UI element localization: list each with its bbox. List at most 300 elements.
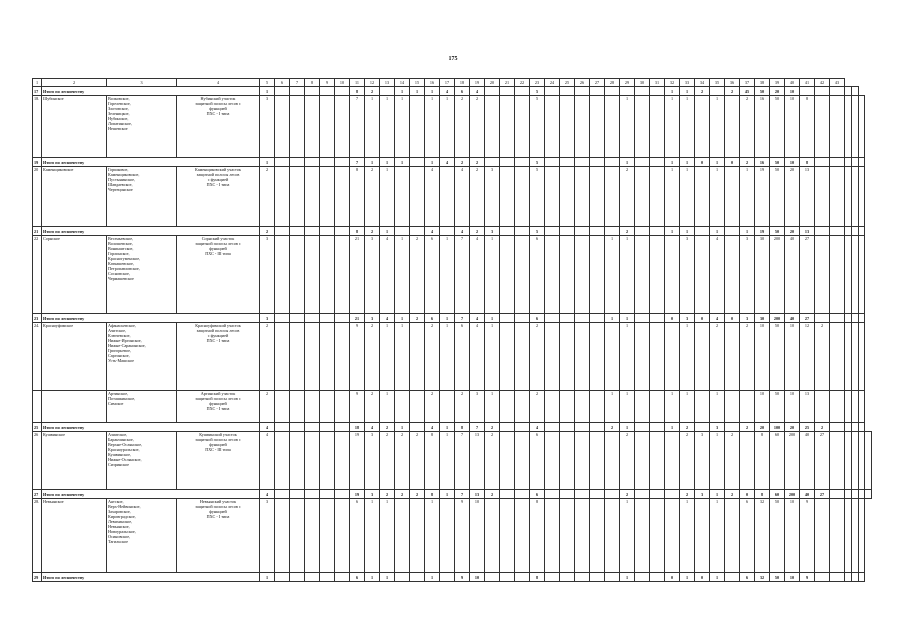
- value-cell: 3: [260, 314, 275, 323]
- value-cell: [560, 323, 575, 391]
- value-cell: [560, 87, 575, 96]
- column-number: 23: [530, 79, 545, 87]
- value-cell: 6: [350, 573, 365, 582]
- value-cell: [858, 490, 865, 499]
- value-cell: 50: [770, 158, 785, 167]
- value-cell: 2: [485, 432, 500, 490]
- forestry-row: [33, 96, 872, 158]
- value-cell: 6: [455, 87, 470, 96]
- value-cell: 40: [800, 490, 815, 499]
- value-cell: 1: [395, 423, 410, 432]
- value-cell: 1: [365, 573, 380, 582]
- row-number: 22: [33, 236, 42, 314]
- total-row: [33, 314, 872, 323]
- district-forestries-line: Вонинштское,: [108, 246, 134, 251]
- value-cell: 1: [485, 391, 500, 423]
- value-cell: 32: [755, 573, 770, 582]
- value-cell: [545, 490, 560, 499]
- value-cell: [695, 499, 710, 573]
- column-number: 2: [42, 79, 107, 87]
- value-cell: [858, 391, 865, 423]
- zone-description-line: Невьянский участок: [199, 499, 237, 504]
- value-cell: [590, 158, 605, 167]
- value-cell: [275, 236, 290, 314]
- value-cell: 1: [440, 490, 455, 499]
- column-number: 17: [440, 79, 455, 87]
- value-cell: 8: [530, 499, 545, 573]
- value-cell: [305, 432, 320, 490]
- column-number: 18: [455, 79, 470, 87]
- value-cell: [410, 391, 425, 423]
- value-cell: 4: [470, 87, 485, 96]
- value-cell: 1: [710, 490, 725, 499]
- value-cell: 20: [785, 227, 800, 236]
- value-cell: 3: [365, 236, 380, 314]
- district-forestries-line: Невьянское,: [108, 524, 130, 529]
- value-cell: [545, 158, 560, 167]
- value-cell: [830, 391, 845, 423]
- value-cell: [845, 490, 852, 499]
- value-cell: 9: [800, 499, 815, 573]
- value-cell: [560, 96, 575, 158]
- value-cell: 1: [395, 158, 410, 167]
- value-cell: [515, 573, 530, 582]
- value-cell: 0: [695, 314, 710, 323]
- value-cell: 1: [680, 167, 695, 227]
- value-cell: [830, 96, 845, 158]
- value-cell: 1: [710, 573, 725, 582]
- value-cell: [725, 323, 740, 391]
- value-cell: [851, 423, 858, 432]
- value-cell: [635, 423, 650, 432]
- column-number: 40: [785, 79, 800, 87]
- value-cell: [515, 323, 530, 391]
- value-cell: [395, 573, 410, 582]
- column-number: 10: [335, 79, 350, 87]
- value-cell: 0: [725, 314, 740, 323]
- district-forestries-line: Тагильское: [108, 539, 128, 544]
- value-cell: [320, 432, 335, 490]
- value-cell: 2: [620, 167, 635, 227]
- value-cell: [275, 432, 290, 490]
- value-cell: 2: [365, 227, 380, 236]
- value-cell: [440, 573, 455, 582]
- district-forestries: [107, 391, 177, 423]
- value-cell: [275, 573, 290, 582]
- value-cell: [335, 167, 350, 227]
- value-cell: [560, 499, 575, 573]
- value-cell: [275, 499, 290, 573]
- value-cell: [635, 158, 650, 167]
- value-cell: 50: [770, 323, 785, 391]
- value-cell: [635, 236, 650, 314]
- zone-description: [177, 167, 260, 227]
- value-cell: 1: [380, 499, 395, 573]
- value-cell: [851, 323, 858, 391]
- value-cell: 1: [620, 573, 635, 582]
- district-forestries: [107, 499, 177, 573]
- value-cell: [335, 391, 350, 423]
- row-number: 25: [33, 423, 42, 432]
- value-cell: [858, 158, 865, 167]
- value-cell: [865, 490, 872, 499]
- value-cell: 1: [365, 158, 380, 167]
- value-cell: [275, 323, 290, 391]
- value-cell: 1: [665, 87, 680, 96]
- value-cell: [290, 573, 305, 582]
- value-cell: [485, 499, 500, 573]
- value-cell: 1: [380, 96, 395, 158]
- value-cell: 7: [455, 432, 470, 490]
- value-cell: [290, 499, 305, 573]
- zone-description-line: защитной полосы лесов с: [195, 504, 241, 509]
- value-cell: 3: [485, 227, 500, 236]
- value-cell: [830, 158, 845, 167]
- value-cell: 2: [485, 423, 500, 432]
- value-cell: [320, 490, 335, 499]
- column-number: 24: [545, 79, 560, 87]
- total-label: Итого по лесничеству: [42, 490, 260, 499]
- district-forestries-line: Саргинское,: [108, 353, 130, 358]
- district-forestries: [107, 96, 177, 158]
- value-cell: [815, 499, 830, 573]
- value-cell: 1: [425, 499, 440, 573]
- district-forestries: [107, 432, 177, 490]
- value-cell: 10: [785, 87, 800, 96]
- district-forestries-line: Зеленицкое,: [108, 111, 130, 116]
- value-cell: 2: [455, 391, 470, 423]
- column-number: 26: [575, 79, 590, 87]
- value-cell: 10: [785, 96, 800, 158]
- district-forestries-line: Азиатское,: [108, 432, 128, 437]
- value-cell: [335, 158, 350, 167]
- value-cell: 18: [350, 423, 365, 432]
- value-cell: [590, 236, 605, 314]
- value-cell: 3: [740, 314, 755, 323]
- value-cell: 9: [800, 573, 815, 582]
- district-forestries-line: Нижне-Иргинское,: [108, 338, 142, 343]
- value-cell: 2: [740, 96, 755, 158]
- value-cell: 1: [260, 87, 275, 96]
- zone-description-line: защитной полосы лесов с: [195, 396, 241, 401]
- value-cell: [851, 499, 858, 573]
- value-cell: 6: [530, 236, 545, 314]
- total-row: [33, 158, 872, 167]
- value-cell: [635, 167, 650, 227]
- value-cell: 45: [740, 87, 755, 96]
- district-forestries-line: Весеньевское,: [108, 236, 134, 241]
- value-cell: [575, 391, 590, 423]
- district-forestries-line: Захаровское,: [108, 509, 131, 514]
- zone-description: [177, 391, 260, 423]
- value-cell: [440, 227, 455, 236]
- value-cell: [290, 323, 305, 391]
- value-cell: [440, 499, 455, 573]
- forestry-name: [42, 391, 107, 423]
- value-cell: [410, 167, 425, 227]
- value-cell: 2: [485, 490, 500, 499]
- value-cell: 5: [530, 87, 545, 96]
- value-cell: [515, 423, 530, 432]
- value-cell: [320, 87, 335, 96]
- row-number: 29: [33, 573, 42, 582]
- value-cell: 13: [800, 391, 815, 423]
- value-cell: [725, 236, 740, 314]
- value-cell: [485, 87, 500, 96]
- district-forestries-line: Нубинское,: [108, 116, 129, 121]
- column-number: 4: [177, 79, 260, 87]
- value-cell: [275, 167, 290, 227]
- district-forestries-line: Баранчинское,: [108, 437, 134, 442]
- value-cell: 2: [680, 490, 695, 499]
- value-cell: 0: [740, 490, 755, 499]
- value-cell: [650, 314, 665, 323]
- value-cell: [335, 96, 350, 158]
- district-forestries-line: Верхне-Ослянское,: [108, 442, 143, 447]
- value-cell: 7: [455, 490, 470, 499]
- column-number: 43: [830, 79, 845, 87]
- value-cell: 1: [710, 432, 725, 490]
- total-label: Итого по лесничеству: [42, 227, 260, 236]
- value-cell: 2: [395, 490, 410, 499]
- value-cell: [410, 423, 425, 432]
- value-cell: [858, 432, 865, 490]
- value-cell: [305, 490, 320, 499]
- value-cell: 1: [365, 499, 380, 573]
- value-cell: [858, 227, 865, 236]
- district-forestries-line: Афанасьевское,: [108, 323, 136, 328]
- district-forestries-line: Осиновское,: [108, 534, 131, 539]
- value-cell: 2: [365, 87, 380, 96]
- value-cell: 9: [455, 573, 470, 582]
- value-cell: 200: [770, 236, 785, 314]
- district-forestries-line: Красногуменское,: [108, 256, 141, 261]
- value-cell: [275, 314, 290, 323]
- row-number: 20: [33, 167, 42, 227]
- district-forestries-line: Нешевское: [108, 126, 128, 131]
- forestry-name: Сорнское: [42, 236, 107, 314]
- value-cell: 2: [620, 432, 635, 490]
- total-row: [33, 573, 872, 582]
- value-cell: 0: [665, 314, 680, 323]
- value-cell: 1: [605, 236, 620, 314]
- value-cell: 1: [680, 87, 695, 96]
- value-cell: 1: [710, 499, 725, 573]
- forestry-row: [33, 432, 872, 490]
- value-cell: [305, 167, 320, 227]
- value-cell: [605, 87, 620, 96]
- value-cell: [515, 96, 530, 158]
- value-cell: [830, 573, 845, 582]
- value-cell: [710, 87, 725, 96]
- value-cell: 2: [725, 432, 740, 490]
- value-cell: 16: [755, 96, 770, 158]
- value-cell: [515, 87, 530, 96]
- value-cell: 3: [260, 499, 275, 573]
- value-cell: 1: [380, 167, 395, 227]
- zone-description-line: Красноуфимский участок: [195, 323, 241, 328]
- forestry-row: [33, 499, 872, 573]
- value-cell: [560, 314, 575, 323]
- value-cell: [500, 227, 515, 236]
- zone-description-line: с функцией: [207, 177, 229, 182]
- value-cell: [845, 227, 852, 236]
- value-cell: 1: [380, 391, 395, 423]
- column-number-row: [33, 79, 872, 87]
- value-cell: [575, 167, 590, 227]
- value-cell: 3: [365, 314, 380, 323]
- value-cell: [560, 227, 575, 236]
- district-forestries-line: Артинское,: [108, 391, 129, 396]
- value-cell: [515, 236, 530, 314]
- value-cell: 20: [770, 87, 785, 96]
- value-cell: 30: [755, 314, 770, 323]
- value-cell: 200: [770, 314, 785, 323]
- district-forestries-line: Горелевское,: [108, 101, 131, 106]
- column-number: 30: [635, 79, 650, 87]
- value-cell: 2: [260, 167, 275, 227]
- value-cell: [845, 499, 852, 573]
- value-cell: 2: [410, 236, 425, 314]
- value-cell: 7: [455, 314, 470, 323]
- value-cell: 2: [680, 423, 695, 432]
- value-cell: [851, 158, 858, 167]
- value-cell: 0: [725, 158, 740, 167]
- value-cell: [815, 314, 830, 323]
- value-cell: [320, 314, 335, 323]
- value-cell: [830, 323, 845, 391]
- value-cell: [635, 227, 650, 236]
- value-cell: 100: [770, 423, 785, 432]
- district-forestries-line: Симское: [108, 401, 124, 406]
- value-cell: [695, 423, 710, 432]
- value-cell: [305, 96, 320, 158]
- value-cell: 10: [470, 573, 485, 582]
- value-cell: [845, 423, 852, 432]
- value-cell: [410, 323, 425, 391]
- value-cell: [605, 490, 620, 499]
- value-cell: [320, 167, 335, 227]
- column-number: 39: [770, 79, 785, 87]
- value-cell: 8: [350, 227, 365, 236]
- zone-description-line: с функцией: [207, 333, 229, 338]
- value-cell: [590, 490, 605, 499]
- value-cell: 1: [620, 323, 635, 391]
- value-cell: 1: [395, 236, 410, 314]
- value-cell: 60: [770, 490, 785, 499]
- zone-description-line: защитной полосы лесов с: [195, 437, 241, 442]
- zone-description-line: ПХС - I типа: [206, 514, 230, 519]
- zone-description: [177, 236, 260, 314]
- value-cell: 1: [395, 323, 410, 391]
- value-cell: [590, 314, 605, 323]
- value-cell: [665, 499, 680, 573]
- value-cell: [335, 490, 350, 499]
- value-cell: 8: [350, 87, 365, 96]
- value-cell: [410, 573, 425, 582]
- column-number: 41: [800, 79, 815, 87]
- value-cell: 2: [530, 323, 545, 391]
- forestry-row: [33, 391, 872, 423]
- value-cell: 3: [680, 236, 695, 314]
- value-cell: 4: [470, 323, 485, 391]
- value-cell: 1: [605, 391, 620, 423]
- value-cell: 1: [665, 391, 680, 423]
- value-cell: [290, 490, 305, 499]
- value-cell: [650, 391, 665, 423]
- value-cell: 2: [680, 432, 695, 490]
- value-cell: [320, 227, 335, 236]
- district-forestries-line: Красноуральское,: [108, 447, 140, 452]
- column-number: 21: [500, 79, 515, 87]
- value-cell: 3: [365, 490, 380, 499]
- value-cell: 1: [425, 573, 440, 582]
- column-number: 27: [590, 79, 605, 87]
- value-cell: 2: [530, 391, 545, 423]
- value-cell: [815, 236, 830, 314]
- value-cell: 27: [800, 314, 815, 323]
- value-cell: [635, 490, 650, 499]
- zone-description-line: ПХС - I типа: [206, 182, 230, 187]
- zone-description-line: функцией: [209, 401, 227, 406]
- value-cell: [725, 167, 740, 227]
- value-cell: 21: [350, 314, 365, 323]
- zone-description-line: функцией: [209, 509, 227, 514]
- value-cell: [500, 236, 515, 314]
- value-cell: [590, 323, 605, 391]
- value-cell: [845, 323, 852, 391]
- value-cell: [635, 499, 650, 573]
- value-cell: [335, 227, 350, 236]
- value-cell: 1: [665, 158, 680, 167]
- value-cell: [695, 391, 710, 423]
- value-cell: [305, 499, 320, 573]
- value-cell: 9: [350, 323, 365, 391]
- value-cell: [845, 96, 852, 158]
- total-label: Итого по лесничеству: [42, 423, 260, 432]
- value-cell: 4: [260, 432, 275, 490]
- value-cell: 2: [410, 490, 425, 499]
- value-cell: 1: [485, 314, 500, 323]
- district-forestries-line: Каткашевское,: [108, 261, 134, 266]
- value-cell: [575, 96, 590, 158]
- column-number: 5: [260, 79, 275, 87]
- value-cell: 1: [665, 423, 680, 432]
- value-cell: 3: [680, 314, 695, 323]
- value-cell: [635, 323, 650, 391]
- value-cell: [590, 499, 605, 573]
- value-cell: [590, 87, 605, 96]
- value-cell: [845, 167, 852, 227]
- value-cell: [575, 314, 590, 323]
- value-cell: [335, 87, 350, 96]
- value-cell: 4: [455, 167, 470, 227]
- value-cell: [290, 87, 305, 96]
- value-cell: 2: [470, 96, 485, 158]
- column-number: 33: [680, 79, 695, 87]
- value-cell: [650, 167, 665, 227]
- value-cell: [590, 391, 605, 423]
- value-cell: [605, 227, 620, 236]
- value-cell: 6: [425, 236, 440, 314]
- value-cell: [320, 391, 335, 423]
- value-cell: [335, 236, 350, 314]
- value-cell: 2: [725, 87, 740, 96]
- row-number: 23: [33, 314, 42, 323]
- row-number: 27: [33, 490, 42, 499]
- value-cell: [500, 96, 515, 158]
- value-cell: [305, 158, 320, 167]
